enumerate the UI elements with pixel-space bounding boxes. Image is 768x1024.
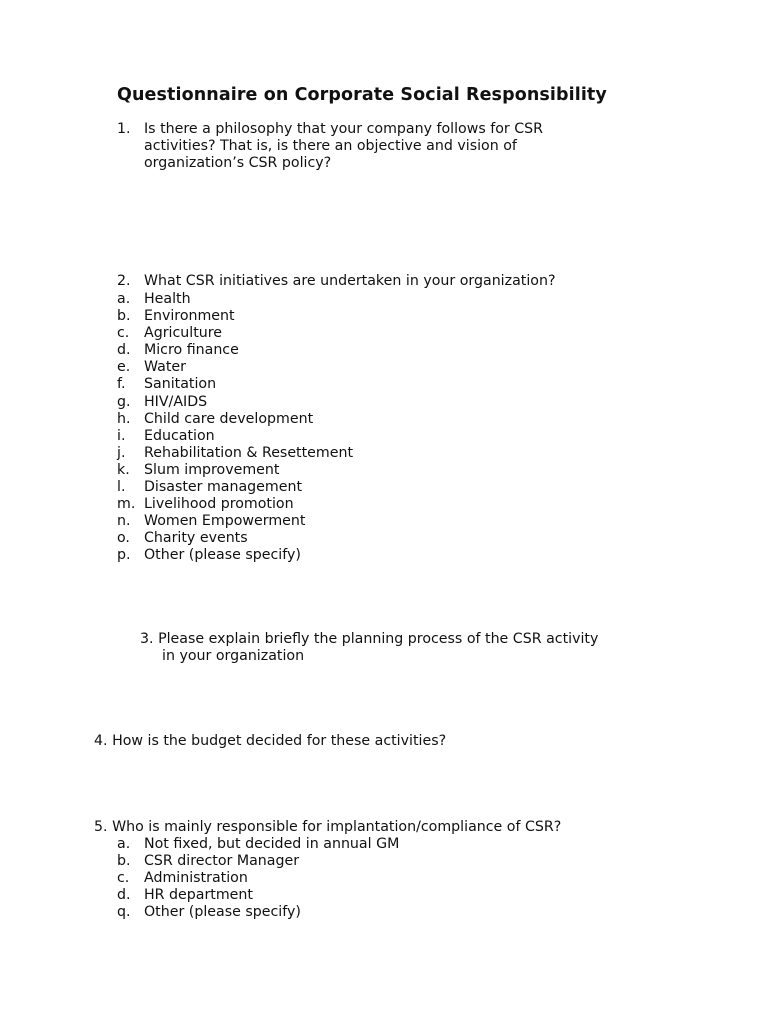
list-item bbox=[117, 836, 399, 853]
question-1 bbox=[117, 121, 543, 173]
option-label: Agriculture bbox=[144, 325, 223, 342]
option-marker: i. bbox=[117, 427, 126, 444]
list-item bbox=[117, 411, 353, 428]
option-label: Micro finance bbox=[144, 342, 239, 359]
question-1-line-1: Is there a philosophy that your company follows for CSR bbox=[144, 121, 544, 137]
list-item bbox=[117, 342, 353, 359]
question-3 bbox=[140, 631, 598, 665]
list-item bbox=[117, 513, 353, 530]
list-item bbox=[117, 547, 353, 564]
option-marker: k. bbox=[117, 461, 130, 478]
list-item bbox=[117, 359, 353, 376]
option-label: Livelihood promotion bbox=[144, 496, 294, 513]
question-2-text: What CSR initiatives are undertaken in your organization? bbox=[144, 273, 556, 289]
question-number: 2. bbox=[117, 273, 131, 289]
question-1-line-2: activities? That is, is there an objective and vision of bbox=[144, 138, 517, 155]
option-label: Sanitation bbox=[144, 376, 217, 393]
page-title: Questionnaire on Corporate Social Responsibility bbox=[117, 85, 607, 105]
question-number: 1. bbox=[117, 121, 131, 137]
question-5-options bbox=[117, 836, 399, 921]
list-item bbox=[117, 479, 353, 496]
option-label: Women Empowerment bbox=[144, 513, 306, 530]
option-marker: p. bbox=[117, 547, 131, 564]
question-2 bbox=[117, 273, 555, 290]
option-marker: f. bbox=[117, 376, 126, 393]
option-marker: a. bbox=[117, 291, 131, 307]
option-label: Water bbox=[144, 359, 186, 376]
option-label: Administration bbox=[144, 870, 248, 887]
option-marker: e. bbox=[117, 359, 131, 376]
question-number: 4. bbox=[94, 733, 108, 749]
list-item bbox=[117, 530, 353, 547]
option-label: Slum improvement bbox=[144, 461, 280, 478]
option-marker: q. bbox=[117, 904, 131, 921]
list-item bbox=[117, 496, 353, 513]
option-label: Child care development bbox=[144, 410, 314, 427]
option-label: CSR director Manager bbox=[144, 853, 300, 870]
question-3-line-1: Please explain briefly the planning process of the CSR activity bbox=[158, 631, 599, 647]
question-5 bbox=[94, 819, 561, 836]
list-item bbox=[117, 394, 353, 411]
list-item bbox=[117, 376, 353, 393]
option-label: Health bbox=[144, 291, 191, 307]
option-label: Rehabilitation & Resettement bbox=[144, 444, 354, 461]
question-2-options bbox=[117, 291, 353, 565]
option-marker: h. bbox=[117, 410, 131, 427]
option-label: Environment bbox=[144, 308, 235, 325]
option-marker: d. bbox=[117, 342, 131, 359]
option-label: HIV/AIDS bbox=[144, 393, 208, 410]
option-marker: g. bbox=[117, 393, 131, 410]
option-marker: j. bbox=[117, 444, 126, 461]
list-item bbox=[117, 291, 353, 308]
question-number: 3. bbox=[140, 631, 154, 647]
question-number: 5. bbox=[94, 819, 108, 835]
option-label: HR department bbox=[144, 887, 253, 904]
option-label: Not fixed, but decided in annual GM bbox=[144, 836, 400, 852]
option-label: Charity events bbox=[144, 530, 248, 547]
option-marker: c. bbox=[117, 870, 130, 887]
question-4-text: How is the budget decided for these activities? bbox=[112, 733, 447, 749]
option-marker: b. bbox=[117, 853, 131, 870]
list-item bbox=[117, 462, 353, 479]
list-item bbox=[117, 428, 353, 445]
option-marker: o. bbox=[117, 530, 130, 547]
option-marker: b. bbox=[117, 308, 131, 325]
list-item bbox=[117, 325, 353, 342]
question-4 bbox=[94, 733, 446, 750]
option-label: Disaster management bbox=[144, 479, 303, 496]
option-marker: d. bbox=[117, 887, 131, 904]
question-1-line-3: organization’s CSR policy? bbox=[144, 155, 332, 172]
list-item bbox=[117, 870, 399, 887]
list-item bbox=[117, 904, 399, 921]
question-5-text: Who is mainly responsible for implantation/compliance of CSR? bbox=[112, 819, 562, 835]
option-label: Other (please specify) bbox=[144, 904, 301, 921]
option-marker: m. bbox=[117, 496, 136, 513]
option-label: Other (please specify) bbox=[144, 547, 301, 564]
option-label: Education bbox=[144, 427, 215, 444]
option-marker: a. bbox=[117, 836, 131, 852]
question-3-line-2: in your organization bbox=[162, 648, 305, 665]
option-marker: l. bbox=[117, 479, 126, 496]
list-item bbox=[117, 853, 399, 870]
list-item bbox=[117, 308, 353, 325]
list-item bbox=[117, 445, 353, 462]
option-marker: c. bbox=[117, 325, 130, 342]
list-item bbox=[117, 887, 399, 904]
option-marker: n. bbox=[117, 513, 131, 530]
